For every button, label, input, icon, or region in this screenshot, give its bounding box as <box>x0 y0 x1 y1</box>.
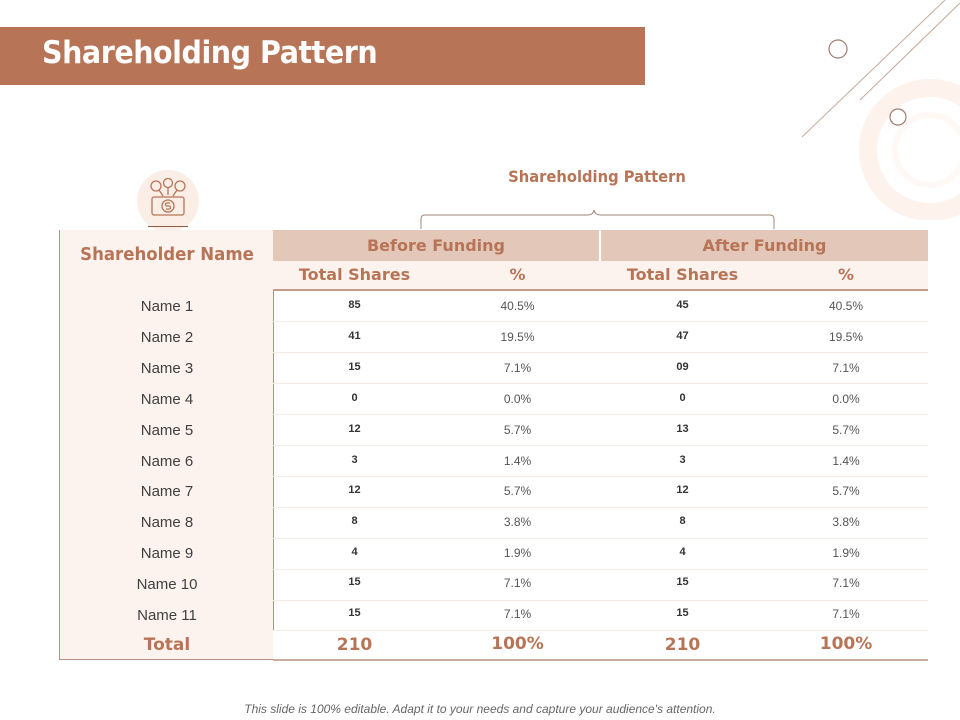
before-pct-cell: 1.4% <box>503 454 532 468</box>
after-shares-cell: 3 <box>679 454 686 466</box>
row-divider <box>273 507 928 508</box>
before-shares-cell: 12 <box>348 484 361 496</box>
after-shares-cell: 12 <box>676 484 689 496</box>
before-funding-header: Before Funding <box>273 230 599 261</box>
after-total-shares-header: Total Shares <box>626 265 739 284</box>
row-divider <box>273 383 928 384</box>
before-pct-cell: 3.8% <box>503 515 532 529</box>
row-name: Name 9 <box>140 545 194 562</box>
row-name: Name 7 <box>140 483 194 500</box>
before-total-shares-header: Total Shares <box>298 265 411 284</box>
row-name: Name 4 <box>140 391 194 408</box>
before-pct-cell: 5.7% <box>503 484 532 498</box>
total-before-shares: 210 <box>336 635 373 655</box>
after-shares-cell: 0 <box>679 392 686 404</box>
shareholders-money-icon <box>149 178 187 220</box>
total-after-pct: 100% <box>819 634 873 654</box>
before-pct-cell: 7.1% <box>503 361 532 375</box>
after-shares-cell: 09 <box>676 361 689 373</box>
before-pct-cell: 5.7% <box>503 423 532 437</box>
row-name: Name 5 <box>140 422 194 439</box>
footer-note: This slide is 100% editable. Adapt it to your needs and capture your audience's attention. <box>244 702 716 716</box>
decorative-shapes-icon <box>780 0 960 220</box>
before-pct-cell: 7.1% <box>503 576 532 590</box>
slide-title: Shareholding Pattern <box>42 35 378 71</box>
after-shares-cell: 8 <box>679 515 686 527</box>
after-shares-cell: 13 <box>676 423 689 435</box>
row-divider <box>273 630 928 631</box>
row-divider <box>273 352 928 353</box>
after-shares-cell: 15 <box>676 576 689 588</box>
before-shares-cell: 0 <box>351 392 358 404</box>
total-after-shares: 210 <box>664 635 701 655</box>
row-divider <box>273 600 928 601</box>
after-pct-cell: 7.1% <box>832 607 860 621</box>
before-shares-cell: 3 <box>351 454 358 466</box>
before-shares-cell: 41 <box>348 330 361 342</box>
row-divider <box>273 445 928 446</box>
before-shares-cell: 12 <box>348 423 361 435</box>
before-pct-cell: 1.9% <box>503 546 532 560</box>
after-pct-cell: 7.1% <box>832 361 860 375</box>
after-shares-cell: 4 <box>679 546 686 558</box>
after-shares-cell: 45 <box>676 299 689 311</box>
after-pct-cell: 0.0% <box>832 392 860 406</box>
before-pct-cell: 7.1% <box>503 607 532 621</box>
before-shares-cell: 85 <box>348 299 361 311</box>
after-funding-header: After Funding <box>601 230 928 261</box>
after-pct-cell: 1.4% <box>832 454 860 468</box>
group-label: Shareholding Pattern <box>508 167 686 186</box>
table-bottom-border <box>273 659 928 661</box>
after-pct-cell: 1.9% <box>832 546 860 560</box>
row-divider <box>273 569 928 570</box>
row-name: Name 11 <box>137 607 197 624</box>
after-pct-cell: 3.8% <box>832 515 860 529</box>
shareholder-name-column <box>59 230 273 660</box>
bracket-icon <box>418 192 778 232</box>
total-label: Total <box>143 635 191 655</box>
before-shares-cell: 4 <box>351 546 358 558</box>
row-divider <box>273 414 928 415</box>
before-shares-cell: 8 <box>351 515 358 527</box>
after-pct-cell: 5.7% <box>832 423 860 437</box>
after-pct-cell: 5.7% <box>832 484 860 498</box>
icon-underline <box>148 226 188 227</box>
row-name: Name 2 <box>140 329 194 346</box>
before-shares-cell: 15 <box>348 361 361 373</box>
after-shares-cell: 15 <box>676 607 689 619</box>
after-pct-cell: 7.1% <box>832 576 860 590</box>
before-shares-cell: 15 <box>348 576 361 588</box>
before-pct-header: % <box>509 265 526 284</box>
row-name: Name 6 <box>140 453 194 470</box>
before-pct-cell: 0.0% <box>503 392 532 406</box>
after-shares-cell: 47 <box>676 330 689 342</box>
row-divider <box>273 476 928 477</box>
shareholder-name-header: Shareholder Name <box>80 244 254 265</box>
row-name: Name 10 <box>136 576 198 593</box>
before-shares-cell: 15 <box>348 607 361 619</box>
before-pct-cell: 19.5% <box>500 330 535 344</box>
row-name: Name 3 <box>140 360 194 377</box>
row-name: Name 1 <box>140 298 194 315</box>
after-pct-header: % <box>837 265 855 284</box>
row-divider <box>273 321 928 322</box>
row-name: Name 8 <box>140 514 194 531</box>
after-pct-cell: 19.5% <box>828 330 864 344</box>
after-pct-cell: 40.5% <box>828 299 864 313</box>
before-pct-cell: 40.5% <box>500 299 535 313</box>
total-before-pct: 100% <box>491 634 544 654</box>
row-divider <box>273 538 928 539</box>
